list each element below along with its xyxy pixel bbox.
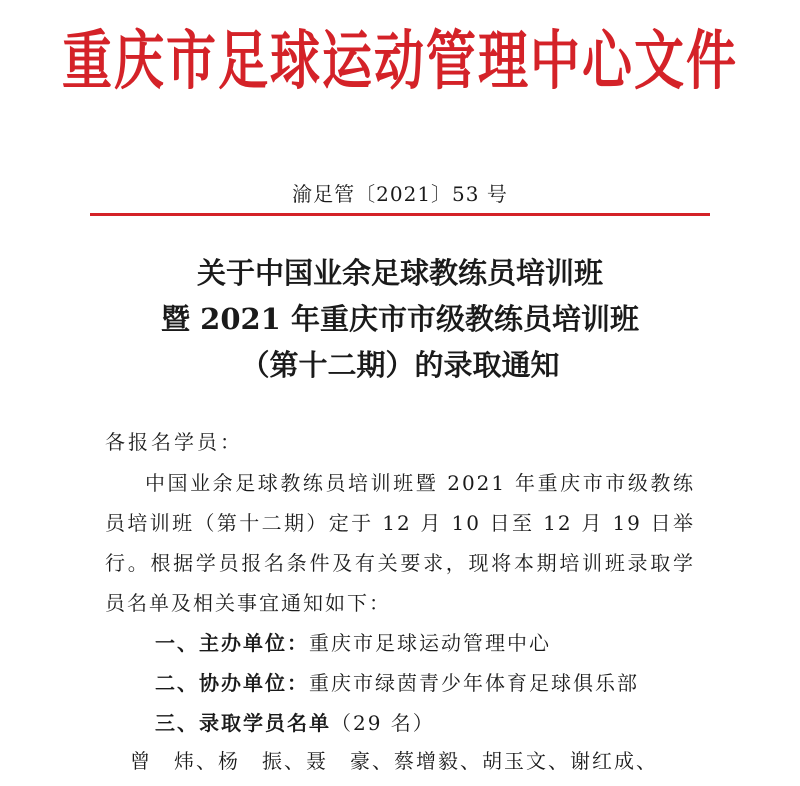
title-line-2: 暨 2021 年重庆市市级教练员培训班 <box>161 302 639 336</box>
document-number: 渝足管〔2021〕53 号 <box>292 182 508 206</box>
item-co-organizer <box>155 663 639 703</box>
item-admitted-list <box>155 703 639 743</box>
item-organizer <box>155 623 639 663</box>
item-value: 重庆市绿茵青少年体育足球俱乐部 <box>309 671 639 695</box>
title-line-3: （第十二期）的录取通知 <box>240 348 560 382</box>
body-paragraph-container <box>105 463 695 623</box>
admitted-names-line: 曾 炜、杨 振、聂 豪、蔡增毅、胡玉文、谢红成、 <box>130 749 658 773</box>
salutation: 各报名学员： <box>105 430 243 454</box>
item-label: 二、协办单位： <box>155 671 309 695</box>
item-value: 重庆市足球运动管理中心 <box>309 631 551 655</box>
red-separator-line <box>90 213 710 216</box>
item-value: （29 名） <box>331 711 435 735</box>
document-header: 重庆市足球运动管理中心文件 <box>62 24 738 99</box>
item-label: 一、主办单位： <box>155 631 309 655</box>
title-line-1: 关于中国业余足球教练员培训班 <box>196 256 603 290</box>
body-paragraph: 中国业余足球教练员培训班暨 2021 年重庆市市级教练员培训班（第十二期）定于 12 月 10 日至 12 月 19 日举行。根据学员报名条件及有关要求，现将本期培训班录取学员名单及相关事宜通知如下： <box>105 471 695 615</box>
item-label: 三、录取学员名单 <box>155 711 331 735</box>
notice-title <box>0 250 800 388</box>
item-list <box>155 623 639 743</box>
